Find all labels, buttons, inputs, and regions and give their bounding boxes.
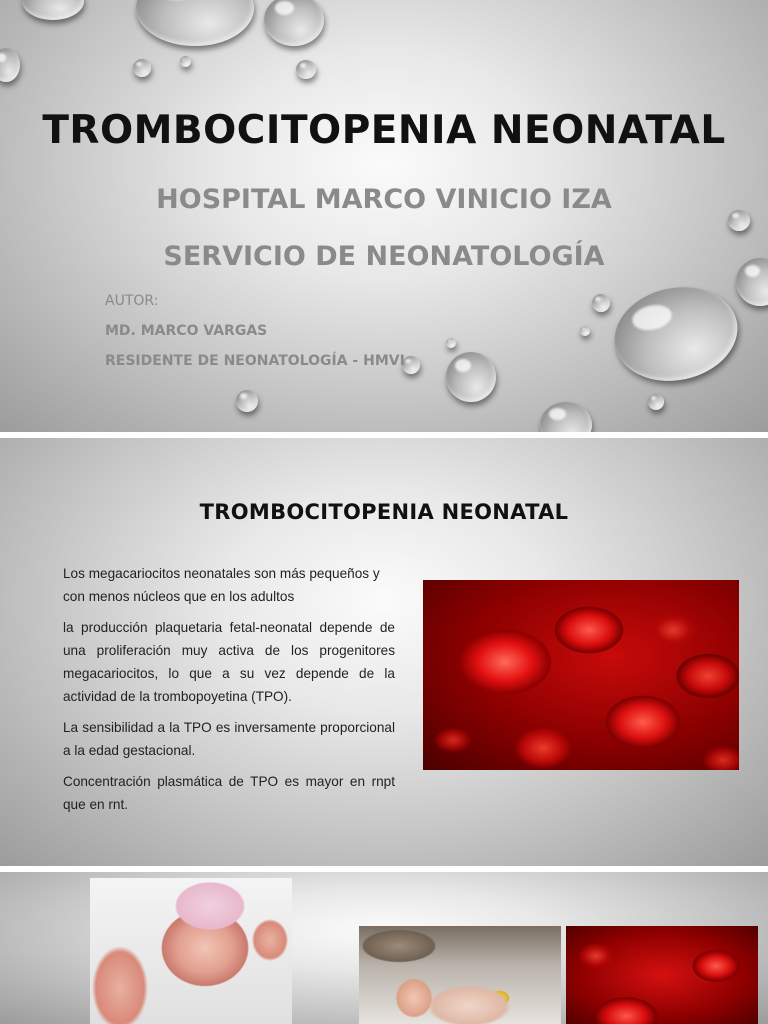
slide-title: TROMBOCITOPENIA NEONATAL [199, 500, 569, 524]
content-slide [0, 438, 768, 866]
water-drop-decoration [592, 294, 610, 312]
paragraph: la producción plaquetaria fetal-neonatal depende de una proliferación muy activa de los progenitores megacariocitos, lo que a su vez depende de la actividad de la trombopoyetina (TPO). [63, 620, 395, 704]
water-drop-decoration [22, 0, 84, 20]
slide-title: TROMBOCITOPENIA NEONATAL [42, 108, 726, 153]
service-name: SERVICIO DE NEONATOLOGÍA [163, 241, 605, 272]
water-drop-decoration [606, 276, 746, 392]
water-drop-decoration [446, 338, 456, 348]
title-slide [0, 0, 768, 432]
author-label: AUTOR: [105, 293, 159, 309]
water-drop-decoration [236, 390, 258, 412]
water-drop-decoration [296, 60, 316, 79]
paragraph: Los megacariocitos neonatales son más pequeños y con menos núcleos que en los adultos [63, 566, 380, 604]
water-drop-decoration [264, 0, 324, 46]
water-drop-decoration [180, 56, 191, 67]
red-blood-cells-image [423, 580, 739, 770]
paragraph: La sensibilidad a la TPO es inversamente proporcional a la edad gestacional. [63, 720, 395, 758]
water-drop-decoration [540, 402, 592, 432]
hospital-name: HOSPITAL MARCO VINICIO IZA [156, 184, 612, 215]
water-drop-decoration [446, 352, 496, 402]
body-text [63, 562, 395, 824]
newborn-photo [90, 878, 292, 1024]
water-drop-decoration [133, 59, 151, 77]
red-blood-cells-image [566, 926, 758, 1024]
author-role: RESIDENTE DE NEONATOLOGÍA - HMVI [105, 353, 405, 369]
newborn-crying-photo [359, 926, 561, 1024]
water-drop-decoration [580, 326, 590, 336]
paragraph: Concentración plasmática de TPO es mayor en rnpt que en rnt. [63, 774, 395, 812]
author-name: MD. MARCO VARGAS [105, 323, 268, 339]
water-drop-decoration [136, 0, 254, 46]
image-slide [0, 872, 768, 1024]
water-drop-decoration [0, 48, 20, 82]
water-drop-decoration [648, 394, 664, 410]
